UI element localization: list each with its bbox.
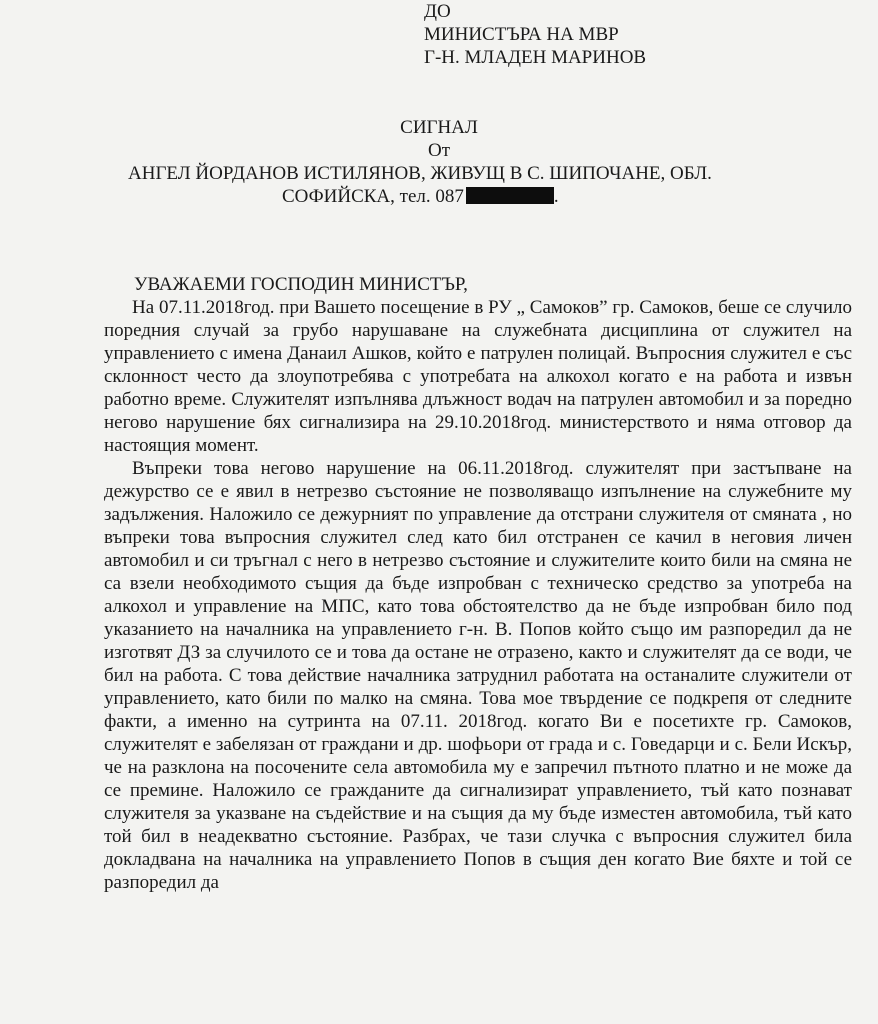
document-title: СИГНАЛ	[400, 117, 478, 138]
sender-line-2	[282, 185, 559, 208]
sender-line-2-end: .	[553, 186, 559, 207]
recipient-name: Г-Н. МЛАДЕН МАРИНОВ	[424, 47, 647, 68]
greeting: УВАЖАЕМИ ГОСПОДИН МИНИСТЪР,	[134, 274, 468, 295]
recipient-block	[424, 0, 646, 69]
redaction-bar	[466, 187, 554, 204]
sender-line-1: АНГЕЛ ЙОРДАНОВ ИСТИЛЯНОВ, ЖИВУЩ В С. ШИПОЧАНЕ, ОБЛ.	[128, 163, 712, 184]
recipient-title: МИНИСТЪРА НА МВР	[424, 24, 619, 45]
recipient-to: ДО	[424, 1, 451, 22]
sender-line-2-text: СОФИЙСКА, тел. 087	[282, 186, 464, 207]
from-label: От	[427, 140, 451, 161]
paragraph-1: На 07.11.2018год. при Вашето посещение в РУ „ Самоков” гр. Самоков, беше се случило поредния случай за грубо нарушаване на служебната дисциплина от служител на управлението с имена Данаил Ашков, който е патрулен полицай. Въпросния служител е със склонност често да злоупотребява с употребата на алкохол когато е на работа и извън работно време. Служителят изпълнява длъжност водач на патрулен автомобил и за поредно негово нарушение бях сигнализира на 29.10.2018год. министерството и няма отговор да настоящия момент.	[104, 297, 852, 456]
paragraph-2: Въпреки това негово нарушение на 06.11.2018год. служителят при застъпване на дежурство се е явил в нетрезво състояние не позволяващо изпълнение на служебните му задължения. Наложило се дежурният по управление да отстрани служителя от смяната , но въпреки това въпросния служител след като бил отстранен се качил в неговия личен автомобил и си тръгнал с него в нетрезво състояние и служителите които били на смяна не са взели необходимото същия да бъде изпробван с техническо средство за употреба на алкохол и управление на МПС, като това обстоятелство да не бъде изпробван било под указанието на началника на управлението г-н. В. Попов който също им разпоредил да не изготвят ДЗ за случилото се и това да остане не отразено, както и служителят да се води, че бил на работа. С това действие началника затруднил работата на останалите служители от управлението, като били по малко на смяна. Това мое твърдение се подкрепя от следните факти, а именно на сутринта на 07.11. 2018год. когато Ви е посетихте гр. Самоков, служителят е забелязан от граждани и др. шофьори от града и с. Говедарци и с. Бели Искър, че на разклона на посочените села автомобила му е запречил пътното платно и не може да се премине. Наложило се гражданите да сигнализират управлението, тъй като познават служителя за указване на съдействие и на същия да му бъде изместен автомобила, тъй като той бил в неадекватно състояние. Разбрах, че тази случка с въпросния служител била докладвана на началника на управлението Попов в същия ден когато Вие бяхте и той се разпоредил да	[104, 458, 852, 893]
letter-body	[104, 296, 852, 894]
